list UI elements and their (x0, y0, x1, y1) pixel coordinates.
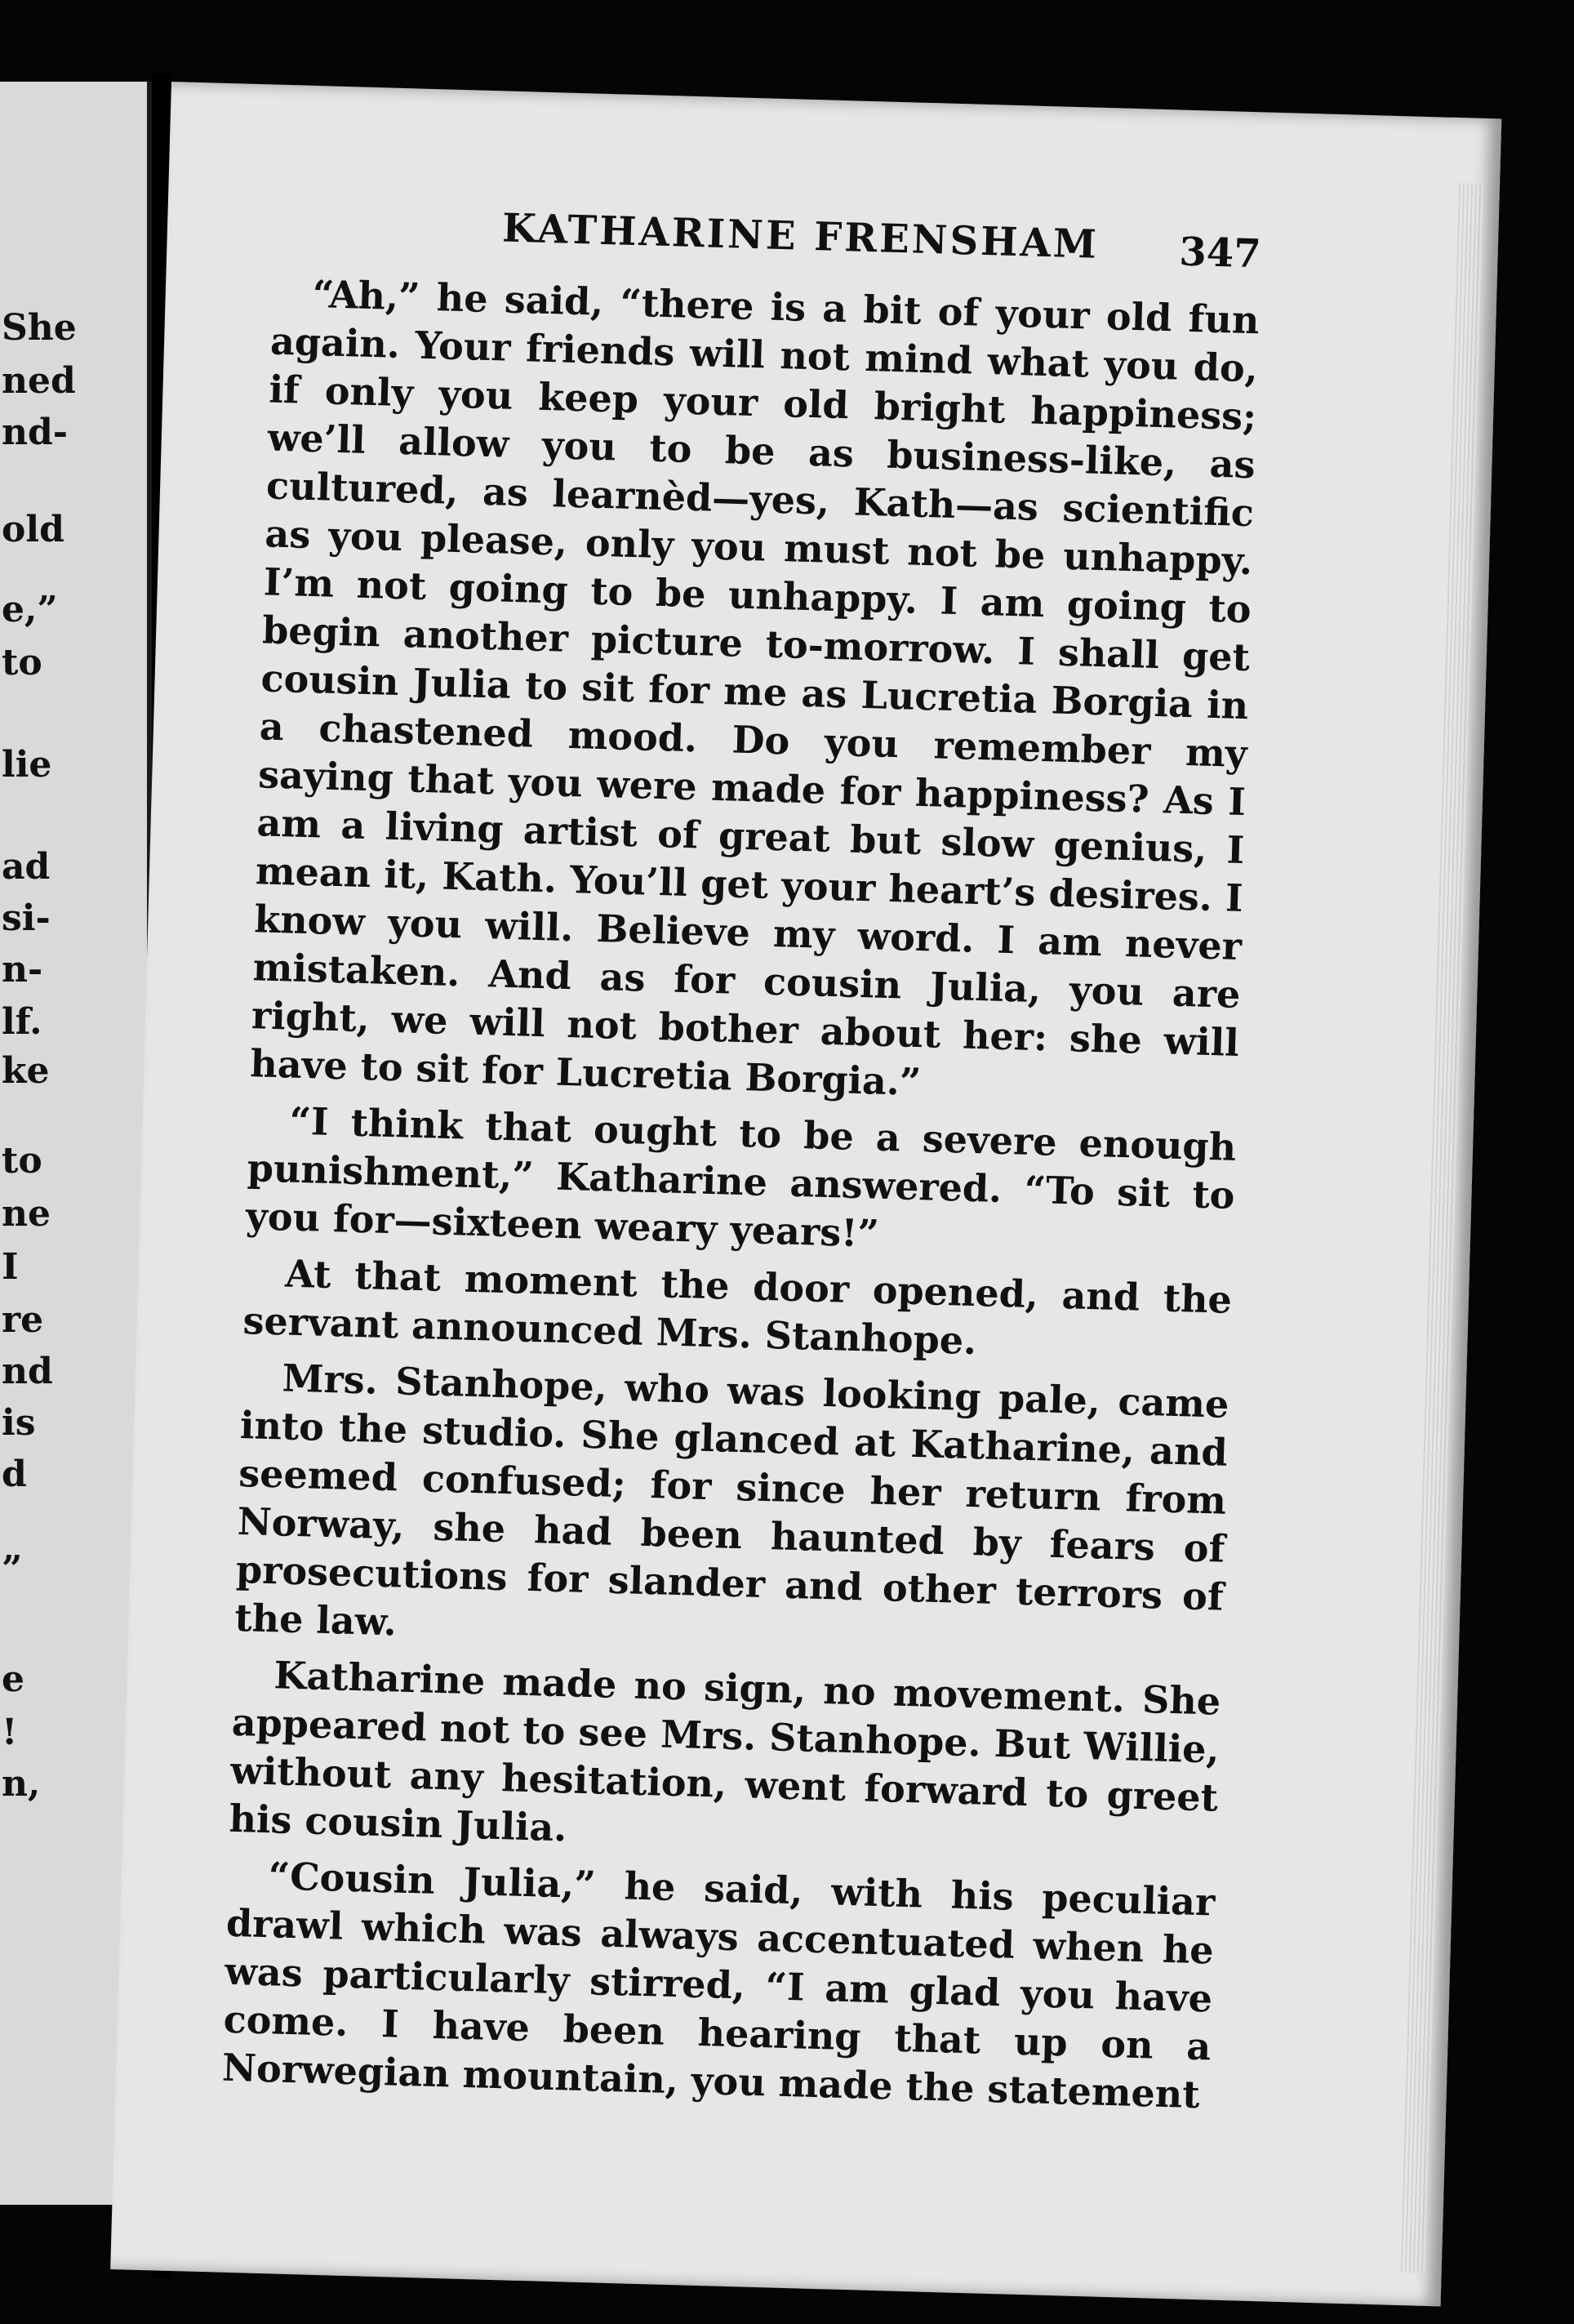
left-page-fragment: re (2, 1299, 44, 1341)
left-page-fragment: to (2, 1140, 42, 1182)
left-page-fragment: lf. (2, 1001, 42, 1043)
left-page-fragment: si- (2, 897, 51, 939)
left-page-fragment: ” (2, 1548, 23, 1590)
body-text (221, 269, 1260, 2120)
paragraph: Mrs. Stanhope, who was looking pale, came into the studio. She glanced at Katharine, and seemed confused; for since her return from Norway, she had been haunted by fears of prosecutions for slander and other terrors of the law. (233, 1356, 1230, 1645)
paragraph: At that moment the door opened, and the servant announced Mrs. Stanhope. (242, 1251, 1233, 1364)
left-page-fragment: d (2, 1454, 27, 1495)
left-page-fragment: ke (2, 1050, 50, 1092)
left-page-fragment: e,” (2, 589, 58, 630)
paragraph: Katharine made no sign, no movement. She appeared not to see Mrs. Stanhope. But Willie, without any hesitation, went forward to greet his cousin Julia. (228, 1653, 1221, 1850)
running-header-title: KATHARINE FRENSHAM (501, 205, 1100, 268)
left-page-fragment: nd (2, 1351, 53, 1392)
right-page (110, 82, 1501, 2306)
left-page-fragment: ! (2, 1712, 18, 1753)
page-edge-shading (1401, 183, 1483, 2273)
left-page-fragment: ne (2, 1193, 51, 1235)
left-page-fragment: old (2, 509, 64, 550)
paragraph: “Ah,” he said, “there is a bit of your old fun again. Your friends will not mind what you do, if only you keep your old bright happiness; we’ll allow you to be as business-like, as cultured, as learnèd—yes, Kath—as scientific as you please, only you must not be unhappy. I’m not going to be unhappy. I am going to begin another picture to-morrow. I shall get cousin Julia to sit for me as Lucretia Borgia in a chastened mood. Do you remember my saying that you were made for happiness? As I am a living artist of great but slow genius, I mean it, Kath. You’ll get your heart’s desires. I know you will. Believe my word. I am never mistaken. And as for cousin Julia, you are right, we will not bother about her: she will have to sit for Lucretia Borgia.” (249, 271, 1261, 1105)
left-page-fragment: n, (2, 1763, 41, 1805)
left-page-fragment: n- (2, 949, 43, 991)
left-page-fragment: She (2, 307, 77, 349)
page-content (221, 199, 1261, 2120)
left-page-fragment: I (2, 1246, 19, 1288)
page-number: 347 (1178, 229, 1262, 278)
left-page-fragment: ned (2, 360, 76, 402)
left-page-fragment: is (2, 1402, 36, 1444)
left-page-fragment: ad (2, 846, 51, 888)
paragraph: “Cousin Julia,” he said, with his peculiar drawl which was always accentuated when he was particularly stirred, “I am glad you have come. I have been hearing that up on a Norwegian mountain, you made the statement (221, 1854, 1216, 2117)
left-page-fragment: to (2, 642, 42, 683)
paragraph: “I think that ought to be a severe enough punishment,” Katharine answered. “To sit to you for—sixteen weary years!” (245, 1098, 1237, 1256)
left-page-fragment: nd- (2, 412, 69, 453)
left-page-fragment: lie (2, 744, 52, 786)
left-page-fragment: e (2, 1658, 24, 1700)
